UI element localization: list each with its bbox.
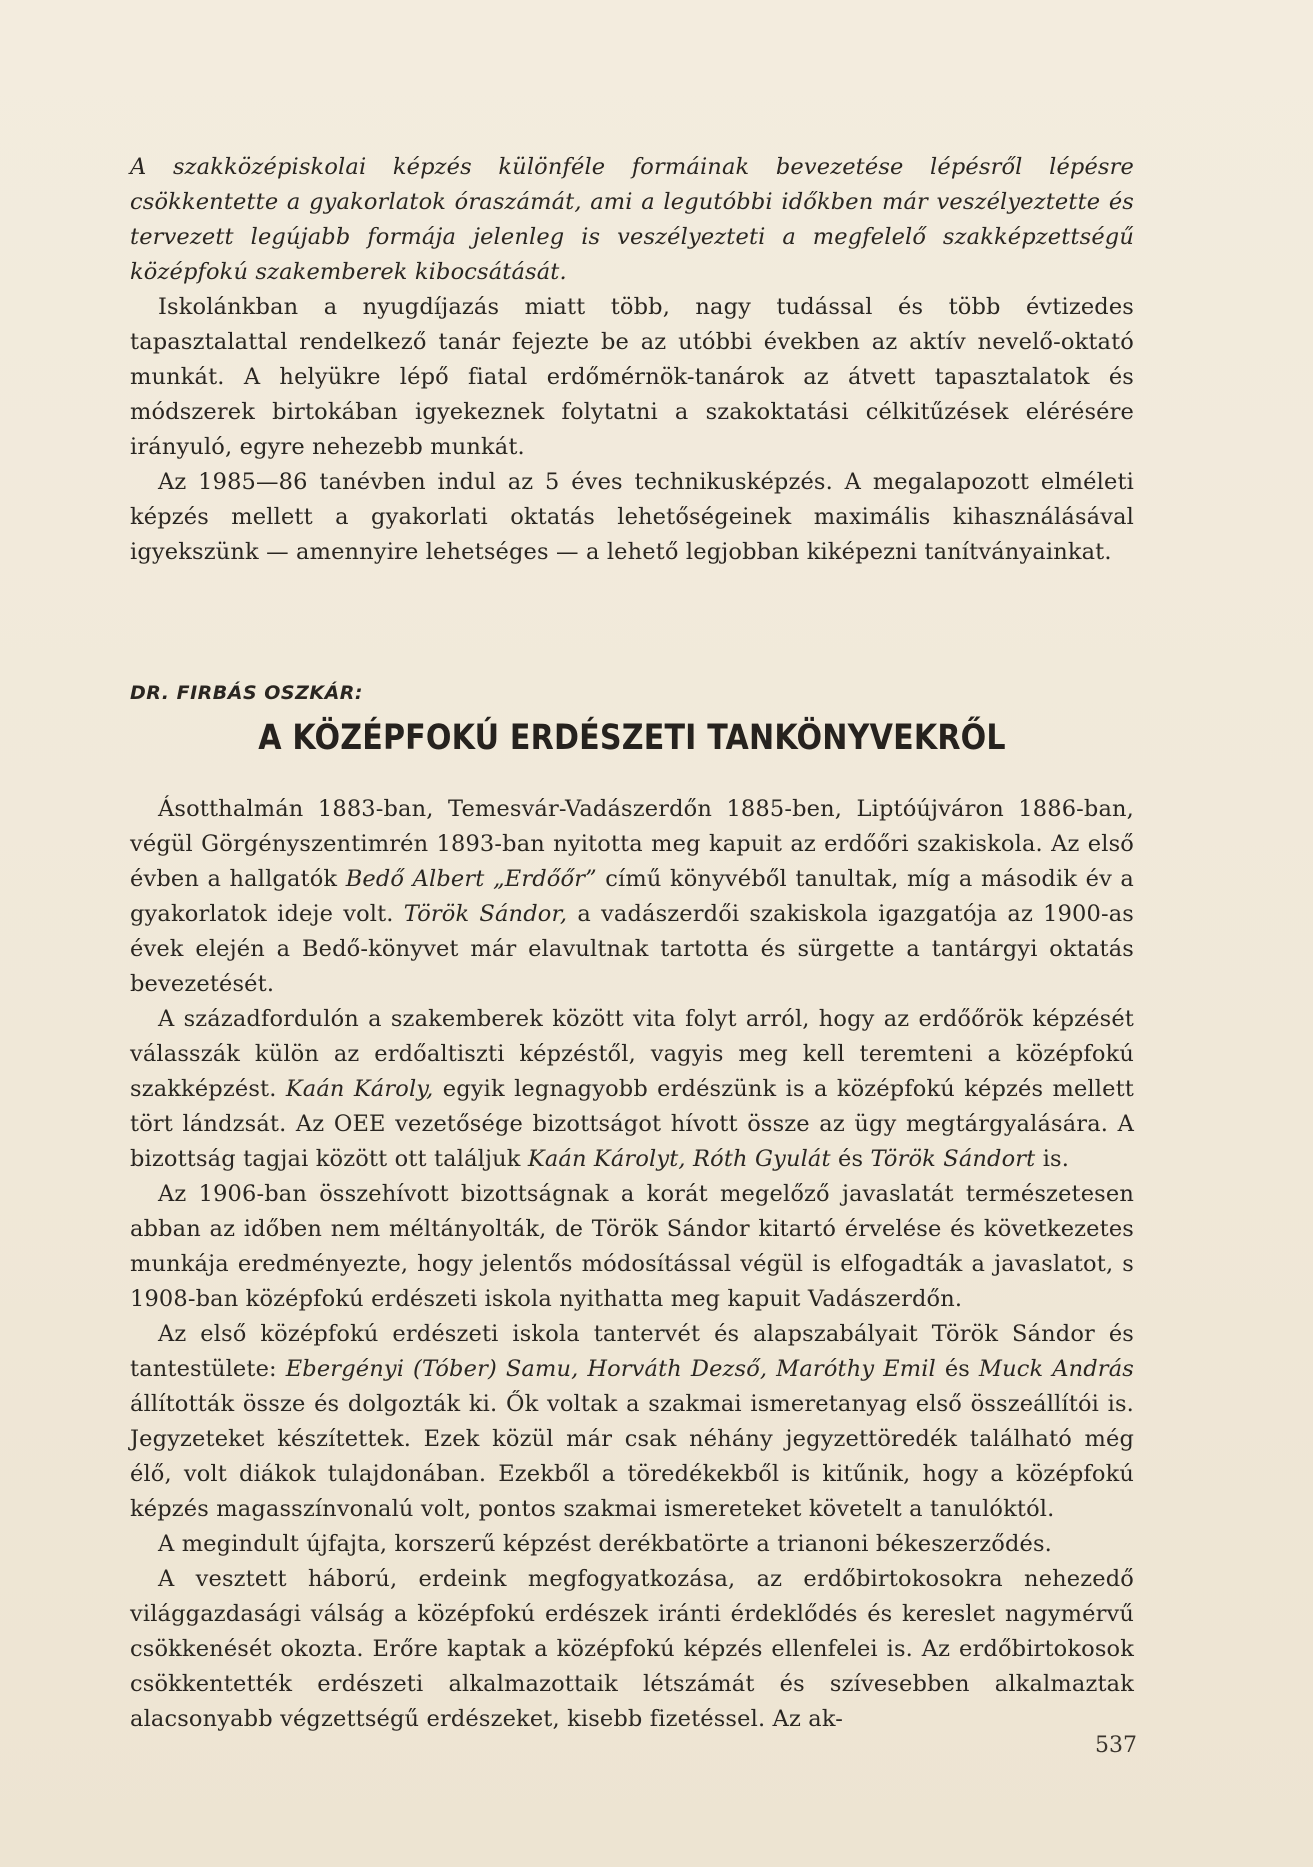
text-run: Az első középfokú erdészeti iskola tantervét és alapszabályait Török Sándor és tantestülete: — [130, 1321, 1134, 1382]
article-title: A KÖZÉPFOKÚ ERDÉSZETI TANKÖNYVEKRŐL — [258, 718, 1006, 758]
article-author: DR. FIRBÁS OSZKÁR: — [130, 682, 364, 704]
intro-italic-paragraph: A szakközépiskolai képzés különféle formáinak bevezetése lépésről lépésre csökkentette a gyakorlatok óraszámát, ami a legutóbbi időkben már veszélyeztette és tervezett legújabb formája jelenleg is veszélyezteti a megfelelő szakképzettségű középfokú szakemberek kibocsátását. — [130, 154, 1134, 285]
text-run: állították össze és dolgozták ki. Ők voltak a szakmai ismeretanyag első összeállítói is. Jegyzeteket készítettek. Ezek közül már csak néhány jegyzettöredék található még élő, volt diákok tulajdonában. Ezekből a töredékekből is kitűnik, hogy a középfokú képzés magasszínvonalú volt, pontos szakmai ismereteket követelt a tanulóktól. — [130, 1391, 1134, 1522]
italic-name: Kaán Károly, — [285, 1076, 434, 1102]
article-paragraph-4 — [130, 1317, 1134, 1527]
text-run: A századfordulón a szakemberek között vita folyt arról, hogy az erdőőrök képzését válasszák külön az erdőaltiszti képzéstől, vagyis meg kell teremteni a középfokú szakképzést. — [130, 1006, 1134, 1102]
italic-name: Bedő Albert „Erdőőr” — [345, 866, 597, 892]
text-run: című könyvéből tanultak, míg a második év a gyakorlatok ideje volt. — [130, 866, 1134, 927]
text-run: egyik legnagyobb erdészünk is a középfokú képzés mellett tört lándzsát. Az OEE vezetősége bizottságot hívott össze az ügy megtárgyalására. A bizottság tagjai között ott találjuk — [130, 1076, 1134, 1172]
article-paragraph-3: Az 1906-ban összehívott bizottságnak a korát megelőző javaslatát természetesen abban az időben nem méltányolták, de Török Sándor kitartó érvelése és következetes munkája eredményezte, hogy jelentős módosítással végül is elfogadták a javaslatot, s 1908-ban középfokú erdészeti iskola nyithatta meg kapuit Vadászerdőn. — [130, 1181, 1134, 1312]
italic-name: Török Sándort — [870, 1146, 1036, 1172]
article-paragraph-5: A megindult újfajta, korszerű képzést derékbatörte a trianoni békeszerződés. — [158, 1531, 1052, 1557]
text-column — [130, 150, 1134, 1737]
italic-name: Kaán Károlyt, Róth Gyulát — [527, 1146, 831, 1172]
text-run: és — [830, 1146, 871, 1172]
article-paragraph-6: A vesztett háború, erdeink megfogyatkozása, az erdőbirtokosokra nehezedő világgazdasági válság a középfokú erdészek iránti érdeklődés és kereslet nagymérvű csökkenését okozta. Erőre kaptak a középfokú képzés ellenfelei is. Az erdőbirtokosok csökkentették erdészeti alkalmazottaik létszámát és szívesebben alkalmaztak alacsonyabb végzettségű erdészeket, kisebb fizetéssel. Az ak- — [130, 1566, 1134, 1732]
page-number: 537 — [1095, 1733, 1137, 1758]
article-paragraph-2 — [130, 1002, 1134, 1177]
italic-name: Török Sándor, — [403, 901, 568, 927]
italic-name: Ebergényi (Tóber) Samu, Horváth Dezső, Maróthy Emil — [285, 1356, 936, 1382]
text-run: Ásotthalmán 1883-ban, Temesvár-Vadászerdőn 1885-ben, Liptóújváron 1886-ban, végül Görgényszentimrén 1893-ban nyitotta meg kapuit az erdőőri szakiskola. Az első évben a hallgatók — [130, 796, 1134, 892]
italic-name: Muck András — [978, 1356, 1134, 1382]
text-run: a vadászerdői szakiskola igazgatója az 1900-as évek elején a Bedő-könyvet már elavultnak tartotta és sürgette a tantárgyi oktatás bevezetését. — [130, 901, 1134, 997]
text-run: és — [935, 1356, 979, 1382]
intro-paragraph-2: Az 1985—86 tanévben indul az 5 éves technikusképzés. A megalapozott elméleti képzés mellett a gyakorlati oktatás lehetőségeinek maximális kihasználásával igyekszünk — amennyire lehetséges — a lehető legjobban kiképezni tanítványainkat. — [130, 469, 1134, 565]
text-run: is. — [1035, 1146, 1070, 1172]
article-paragraph-1 — [130, 792, 1134, 1002]
intro-paragraph-1: Iskolánkban a nyugdíjazás miatt több, nagy tudással és több évtizedes tapasztalattal rendelkező tanár fejezte be az utóbbi években az aktív nevelő-oktató munkát. A helyükre lépő fiatal erdőmérnök-tanárok az átvett tapasztalatok és módszerek birtokában igyekeznek folytatni a szakoktatási célkitűzések elérésére irányuló, egyre nehezebb munkát. — [130, 294, 1134, 460]
